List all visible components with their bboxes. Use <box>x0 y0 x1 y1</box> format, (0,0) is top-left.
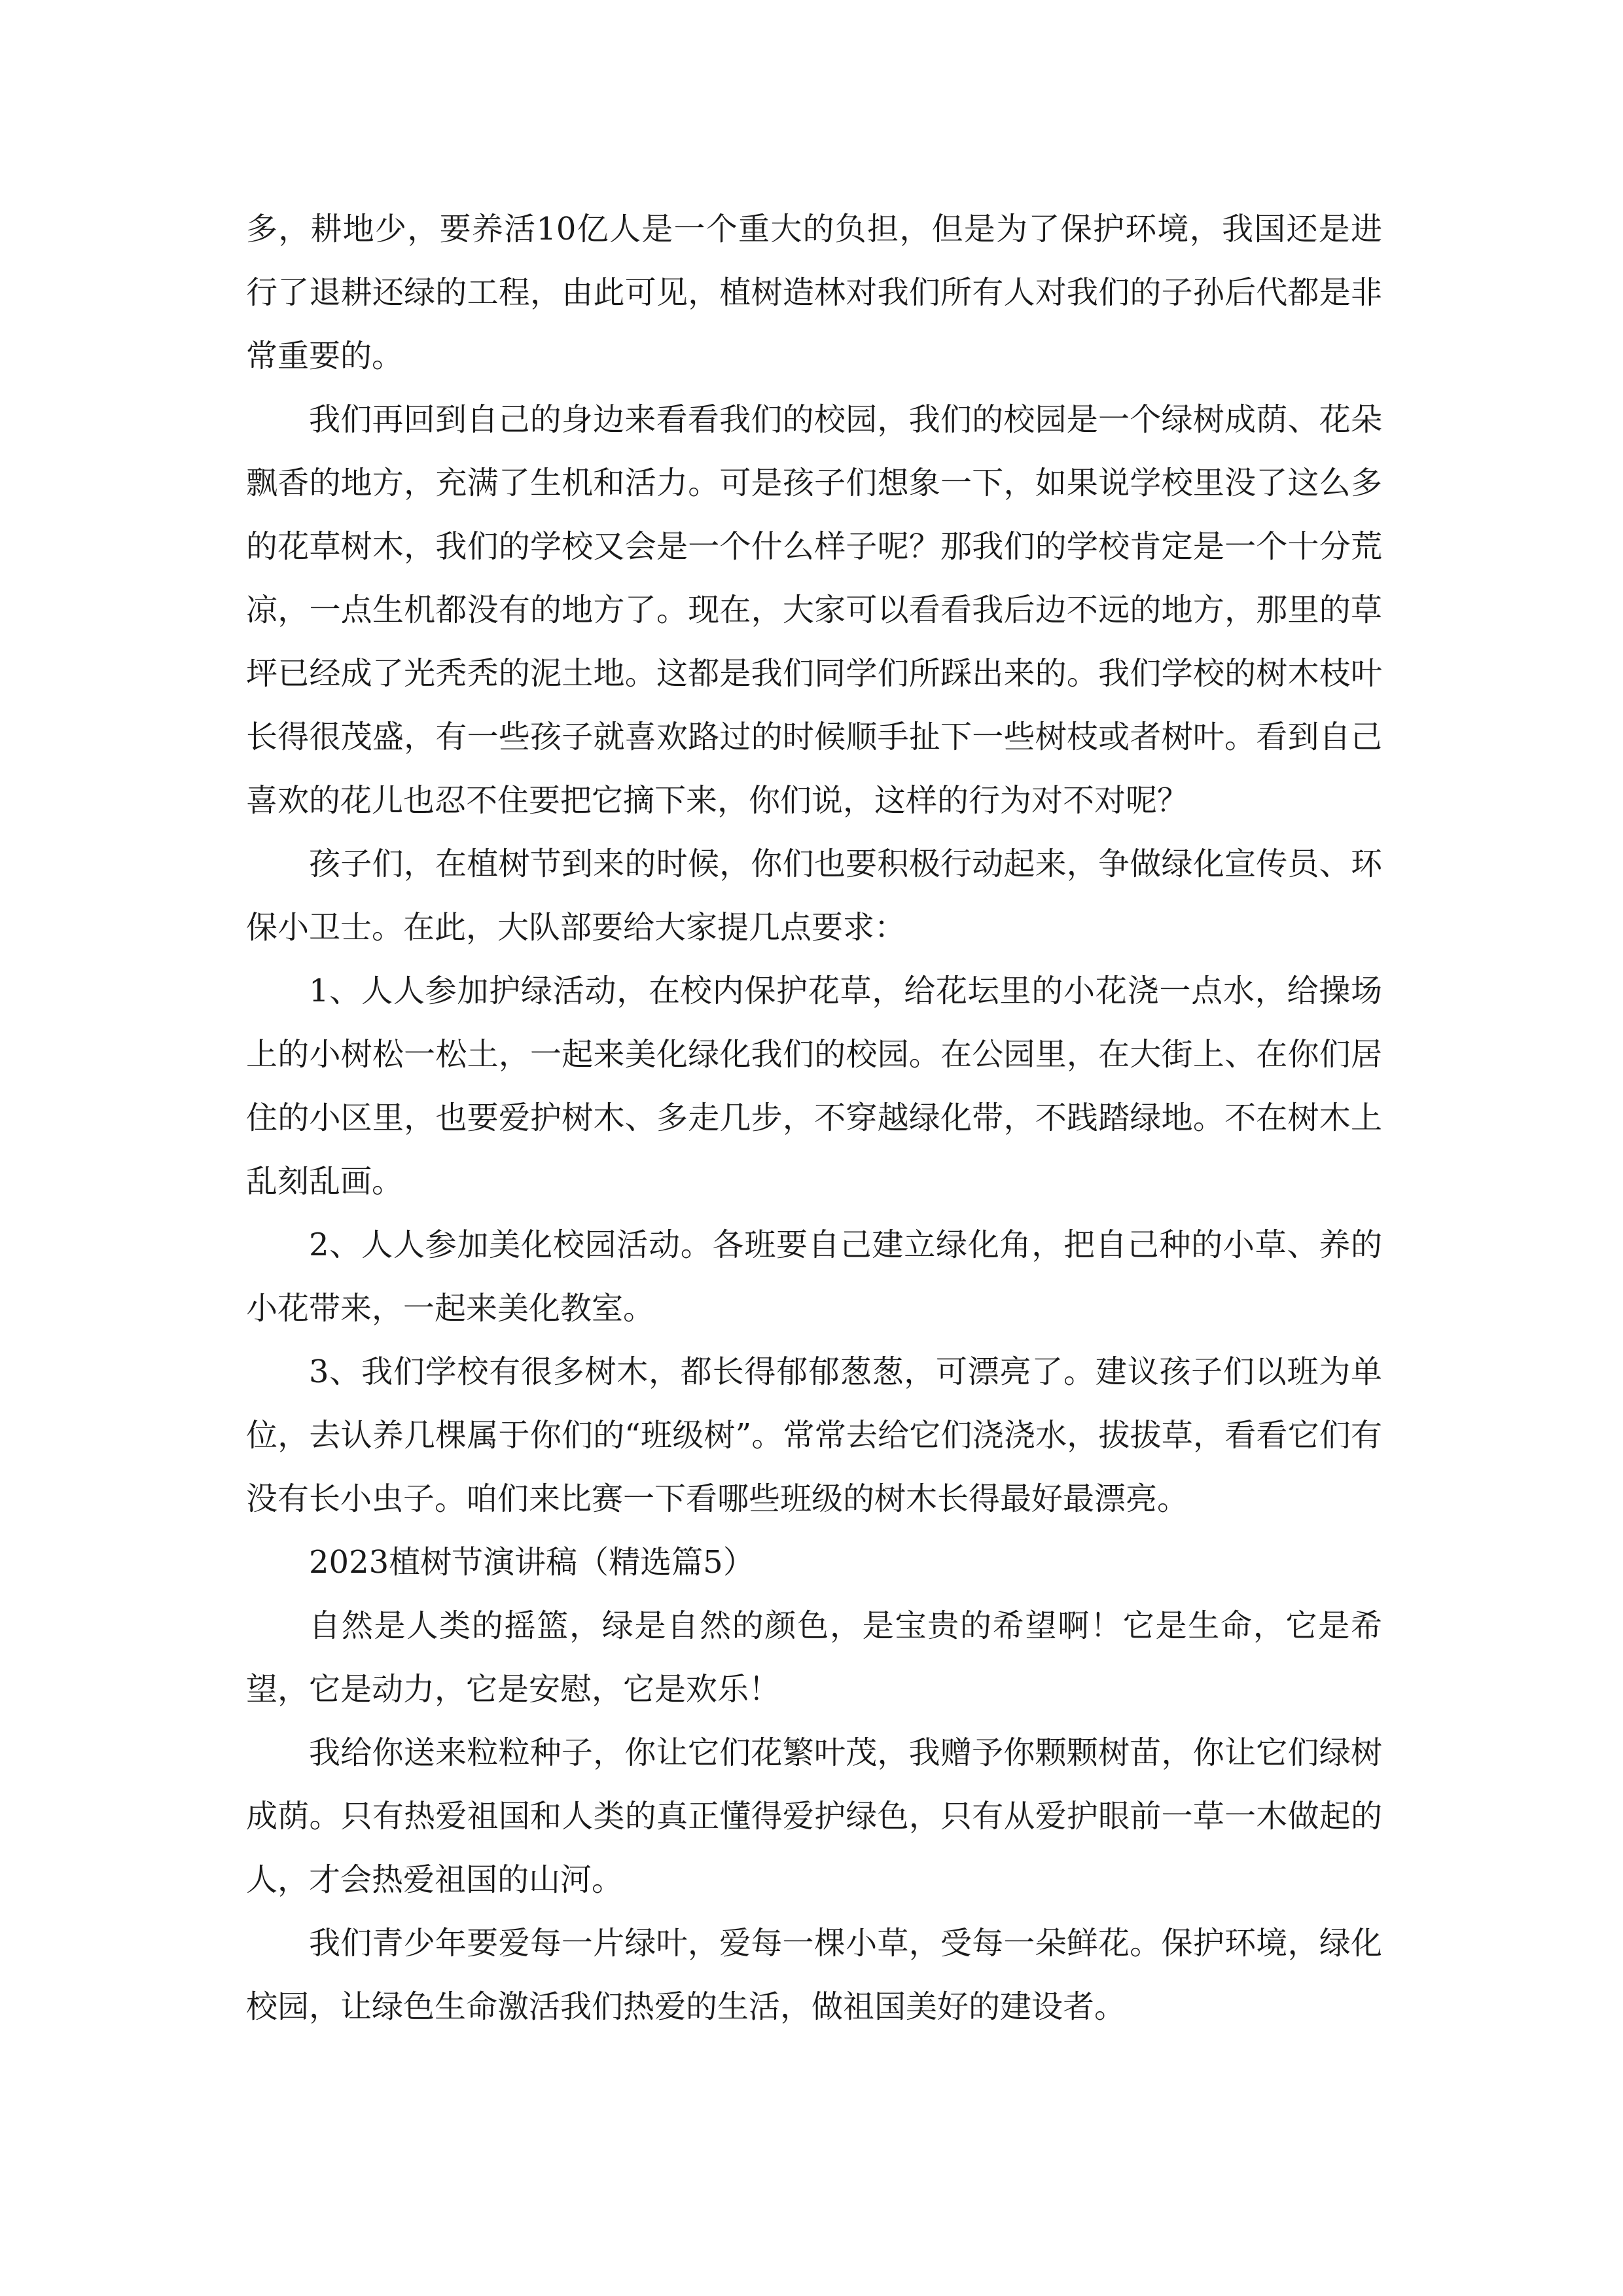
paragraph-9: 我们青少年要爱每一片绿叶，爱每一棵小草，受每一朵鲜花。保护环境，绿化校园，让绿色生命激活我们热爱的生活，做祖国美好的建设者。 <box>246 1925 1382 2025</box>
paragraph-1: 多，耕地少，要养活10亿人是一个重大的负担，但是为了保护环境，我国还是进行了退耕还绿的工程，由此可见，植树造林对我们所有人对我们的子孙后代都是非常重要的。 <box>246 211 1382 374</box>
paragraph-4: 1、人人参加护绿活动，在校内保护花草，给花坛里的小花浇一点水，给操场上的小树松一松土，一起来美化绿化我们的校园。在公园里，在大街上、在你们居住的小区里，也要爱护树木、多走几步，不穿越绿化带，不践踏绿地。不在树木上乱刻乱画。 <box>246 973 1382 1200</box>
section-heading: 2023植树节演讲稿（精选篇5） <box>309 1544 755 1581</box>
paragraph-6: 3、我们学校有很多树木，都长得郁郁葱葱，可漂亮了。建议孩子们以班为单位，去认养几棵属于你们的“班级树”。常常去给它们浇浇水，拔拔草，看看它们有没有长小虫子。咱们来比赛一下看哪些班级的树木长得最好最漂亮。 <box>246 1354 1382 1517</box>
paragraph-2: 我们再回到自己的身边来看看我们的校园，我们的校园是一个绿树成荫、花朵飘香的地方，充满了生机和活力。可是孩子们想象一下，如果说学校里没了这么多的花草树木，我们的学校又会是一个什么样子呢？那我们的学校肯定是一个十分荒凉，一点生机都没有的地方了。现在，大家可以看看我后边不远的地方，那里的草坪已经成了光秃秃的泥土地。这都是我们同学们所踩出来的。我们学校的树木枝叶长得很茂盛，有一些孩子就喜欢路过的时候顺手扯下一些树枝或者树叶。看到自己喜欢的花儿也忍不住要把它摘下来，你们说，这样的行为对不对呢？ <box>246 401 1382 819</box>
paragraph-3: 孩子们，在植树节到来的时候，你们也要积极行动起来，争做绿化宣传员、环保小卫士。在此，大队部要给大家提几点要求： <box>246 846 1382 946</box>
paragraph-5: 2、人人参加美化校园活动。各班要自己建立绿化角，把自己种的小草、养的小花带来，一起来美化教室。 <box>246 1227 1382 1327</box>
paragraph-8: 我给你送来粒粒种子，你让它们花繁叶茂，我赠予你颗颗树苗，你让它们绿树成荫。只有热爱祖国和人类的真正懂得爱护绿色，只有从爱护眼前一草一木做起的人，才会热爱祖国的山河。 <box>246 1734 1382 1898</box>
document-body <box>246 198 1382 2039</box>
paragraph-7: 自然是人类的摇篮，绿是自然的颜色，是宝贵的希望啊！它是生命，它是希望，它是动力，它是安慰，它是欢乐！ <box>246 1607 1382 1708</box>
